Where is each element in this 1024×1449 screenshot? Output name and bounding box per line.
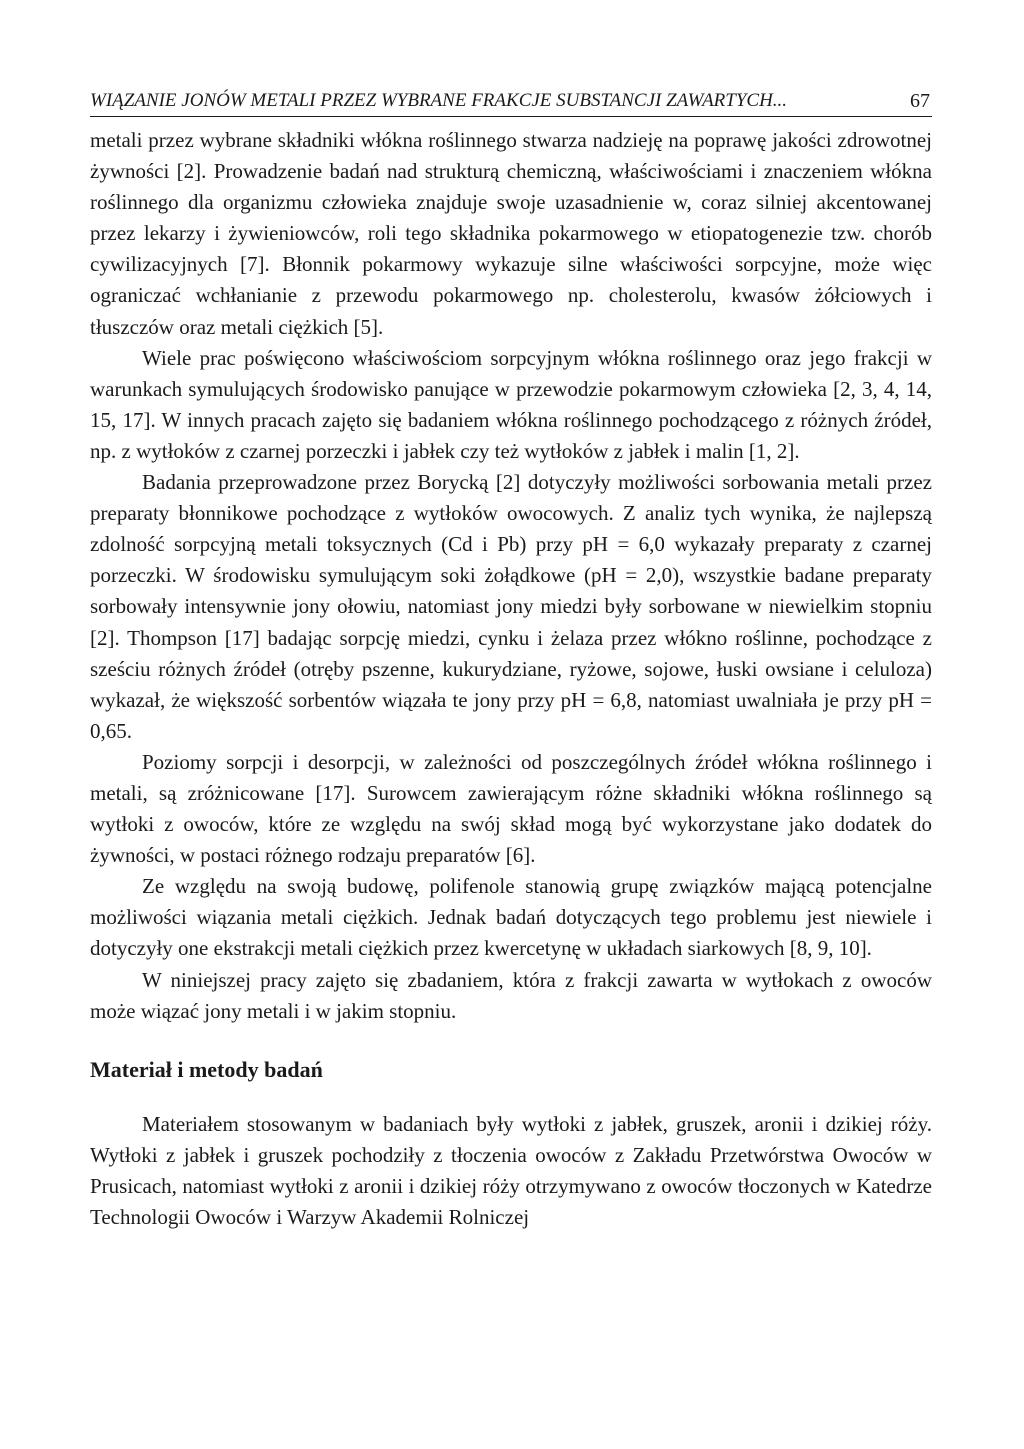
body-text bbox=[90, 125, 932, 1233]
paragraph: Poziomy sorpcji i desorpcji, w zależności od poszczególnych źródeł włókna roślinnego i metali, są zróżnicowane [17]. Surowcem zawierającym różne składniki włókna roślinnego są wytłoki z owoców, które ze względu na swój skład mogą być wykorzystane jako dodatek do żywności, w postaci różnego rodzaju preparatów [6]. bbox=[90, 749, 932, 868]
paragraph: Badania przeprowadzone przez Borycką [2] dotyczyły możliwości sorbowania metali przez preparaty błonnikowe pochodzące z wytłoków owocowych. Z analiz tych wynika, że najlepszą zdolność sorpcyjną metali toksycznych (Cd i Pb) przy pH = 6,0 wykazały preparaty z czarnej porzeczki. W środowisku symulującym soki żołądkowe (pH = 2,0), wszystkie badane preparaty sorbowały intensywnie jony ołowiu, natomiast jony miedzi były sorbowane w niewielkim stopniu [2]. Thompson [17] badając sorpcję miedzi, cynku i żelaza przez włókno roślinne, pochodzące z sześciu różnych źródeł (otręby pszenne, kukurydziane, ryżowe, sojowe, łuski owsiane i celuloza) wykazał, że większość sorbentów wiązała te jony przy pH = 6,8, natomiast uwalniała je przy pH = 0,65. bbox=[90, 470, 932, 743]
running-header bbox=[90, 88, 932, 117]
paragraph: Wiele prac poświęcono właściwościom sorpcyjnym włókna roślinnego oraz jego frakcji w warunkach symulujących środowisko panujące w przewodzie pokarmowym człowieka [2, 3, 4, 14, 15, 17]. W innych pracach zajęto się badaniem włókna roślinnego pochodzącego z różnych źródeł, np. z wytłoków z czarnej porzeczki i jabłek czy też wytłoków z jabłek i malin [1, 2]. bbox=[90, 345, 932, 463]
paragraph: Ze względu na swoją budowę, polifenole stanowią grupę związków mającą potencjalne możliwości wiązania metali ciężkich. Jednak badań dotyczących tego problemu jest niewiele i dotyczyły one ekstrakcji metali ciężkich przez kwercetynę w układach siarkowych [8, 9, 10]. bbox=[90, 874, 932, 961]
section-paragraph: Materiałem stosowanym w badaniach były wytłoki z jabłek, gruszek, aronii i dzikiej róży. Wytłoki z jabłek i gruszek pochodziły z tłoczenia owoców z Zakładu Przetwórstwa Owoców w Prusicach, natomiast wytłoki z aronii i dzikiej róży otrzymywano z owoców tłoczonych w Katedrze Technologii Owoców i Warzyw Akademii Rolniczej bbox=[90, 1111, 932, 1229]
page-number: 67 bbox=[910, 90, 930, 112]
section-heading: Materiał i metody badań bbox=[90, 1056, 323, 1082]
page bbox=[90, 88, 932, 1233]
paragraph: W niniejszej pracy zajęto się zbadaniem, która z frakcji zawarta w wytłokach z owoców może wiązać jony metali i w jakim stopniu. bbox=[90, 967, 932, 1023]
running-title: WIĄZANIE JONÓW METALI PRZEZ WYBRANE FRAKCJE SUBSTANCJI ZAWARTYCH... bbox=[90, 90, 788, 111]
paragraph-continued: metali przez wybrane składniki włókna roślinnego stwarza nadzieję na poprawę jakości zdrowotnej żywności [2]. Prowadzenie badań nad strukturą chemiczną, właściwościami i znaczeniem włókna roślinnego dla organizmu człowieka znajduje swoje uzasadnienie w, coraz silniej akcentowanej przez lekarzy i żywieniowców, roli tego składnika pokarmowego w etiopatogenezie tzw. chorób cywilizacyjnych [7]. Błonnik pokarmowy wykazuje silne właściwości sorpcyjne, może więc ograniczać wchłanianie z przewodu pokarmowego np. cholesterolu, kwasów żółciowych i tłuszczów oraz metali ciężkich [5]. bbox=[90, 128, 932, 339]
